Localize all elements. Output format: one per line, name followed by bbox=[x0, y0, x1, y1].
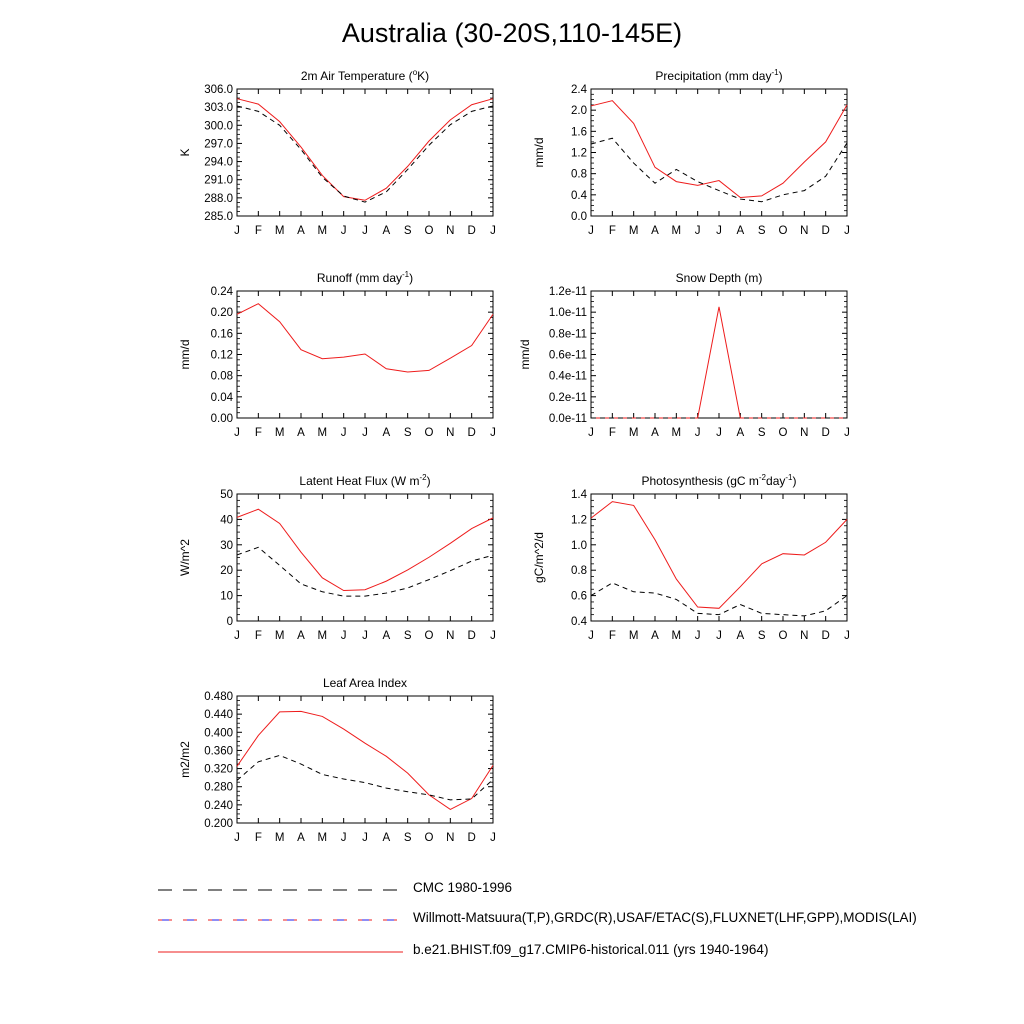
x-tick-label: J bbox=[716, 427, 722, 439]
series-line-model bbox=[237, 711, 493, 809]
y-tick-label: 0.8e-11 bbox=[548, 328, 587, 341]
y-tick-label: 0.0e-11 bbox=[548, 413, 587, 425]
x-tick-label: J bbox=[588, 630, 594, 642]
x-tick-label: O bbox=[424, 427, 434, 439]
x-tick-label: J bbox=[234, 630, 240, 642]
x-tick-label: M bbox=[317, 427, 328, 439]
x-tick-label: J bbox=[490, 630, 496, 642]
x-tick-label: S bbox=[403, 630, 412, 642]
y-tick-label: 1.0e-11 bbox=[548, 307, 587, 320]
series-line-model bbox=[237, 99, 493, 201]
plot-frame bbox=[237, 89, 493, 216]
y-tick-label: 2.0 bbox=[571, 105, 587, 118]
y-tick-label: 0.400 bbox=[204, 727, 233, 740]
x-tick-label: O bbox=[424, 225, 434, 237]
x-tick-label: J bbox=[694, 225, 701, 237]
x-tick-label: N bbox=[446, 832, 455, 844]
x-tick-label: J bbox=[362, 427, 368, 439]
x-tick-label: M bbox=[274, 427, 285, 439]
y-tick-label: 0.04 bbox=[210, 391, 233, 404]
y-tick-label: 300.0 bbox=[204, 120, 233, 133]
legend-entry-cmc bbox=[0, 880, 1024, 900]
x-tick-label: J bbox=[844, 225, 850, 237]
y-tick-label: 291.0 bbox=[204, 174, 233, 187]
x-tick-label: J bbox=[340, 427, 347, 439]
x-tick-label: J bbox=[362, 225, 368, 237]
panel-leaf-area-index bbox=[178, 676, 496, 844]
x-tick-label: S bbox=[757, 630, 766, 642]
x-tick-label: J bbox=[362, 630, 368, 642]
x-tick-label: A bbox=[651, 427, 659, 439]
y-tick-label: 0.24 bbox=[210, 286, 233, 298]
plot-frame bbox=[591, 494, 847, 621]
x-tick-label: F bbox=[254, 832, 262, 844]
x-tick-label: O bbox=[778, 427, 788, 439]
y-tick-label: 1.6 bbox=[571, 126, 587, 139]
x-tick-label: J bbox=[694, 427, 701, 439]
x-tick-label: A bbox=[297, 832, 305, 844]
x-tick-label: J bbox=[234, 225, 240, 237]
y-tick-label: 0.480 bbox=[204, 691, 233, 703]
legend-entry-model bbox=[0, 942, 1024, 962]
legend-label: CMC 1980-1996 bbox=[413, 880, 513, 895]
y-tick-label: 0.4e-11 bbox=[548, 370, 587, 383]
y-tick-label: 0.200 bbox=[204, 818, 233, 830]
x-tick-label: D bbox=[467, 427, 476, 439]
panel-title: Leaf Area Index bbox=[322, 676, 408, 690]
y-tick-label: 0.08 bbox=[210, 370, 233, 383]
x-tick-label: S bbox=[757, 225, 766, 237]
panel-latent-heat-flux bbox=[178, 473, 496, 642]
x-tick-label: F bbox=[254, 225, 262, 237]
y-tick-label: 2.4 bbox=[571, 84, 587, 96]
x-tick-label: M bbox=[274, 225, 285, 237]
x-tick-label: F bbox=[254, 427, 262, 439]
x-tick-label: A bbox=[736, 427, 745, 439]
x-tick-label: N bbox=[800, 225, 809, 237]
x-tick-label: N bbox=[800, 427, 809, 439]
y-tick-label: 303.0 bbox=[204, 102, 233, 115]
x-tick-label: O bbox=[778, 225, 788, 237]
series-line-model bbox=[591, 307, 847, 418]
series-line-model bbox=[591, 101, 847, 198]
x-tick-label: J bbox=[588, 427, 594, 439]
x-tick-label: D bbox=[467, 832, 476, 844]
x-tick-label: J bbox=[490, 225, 496, 237]
legend-line-dashed-multicolor bbox=[158, 914, 403, 926]
legend-label: Willmott-Matsuura(T,P),GRDC(R),USAF/ETAC(S),FLUXNET(LHF,GPP),MODIS(LAI) bbox=[413, 910, 917, 925]
y-axis-label: mm/d bbox=[518, 339, 532, 370]
plot-frame bbox=[591, 89, 847, 216]
y-tick-label: 0.00 bbox=[210, 413, 233, 425]
y-axis-label: K bbox=[178, 148, 192, 157]
y-tick-label: 0.8 bbox=[571, 168, 587, 181]
x-tick-label: D bbox=[821, 630, 830, 642]
series-line-model bbox=[591, 502, 847, 609]
x-tick-label: D bbox=[467, 630, 476, 642]
x-tick-label: J bbox=[362, 832, 368, 844]
panel-title: Latent Heat Flux (W $m^{-2}$) bbox=[299, 473, 431, 488]
x-tick-label: M bbox=[628, 225, 639, 237]
y-tick-label: 0.320 bbox=[204, 763, 233, 776]
x-tick-label: J bbox=[340, 832, 347, 844]
x-tick-label: M bbox=[671, 630, 682, 642]
x-tick-label: S bbox=[403, 832, 412, 844]
x-tick-label: A bbox=[736, 225, 745, 237]
x-tick-label: D bbox=[467, 225, 476, 237]
x-tick-label: N bbox=[446, 225, 455, 237]
x-tick-label: A bbox=[382, 832, 391, 844]
y-tick-label: 0 bbox=[226, 616, 233, 628]
x-tick-label: D bbox=[821, 427, 830, 439]
legend-line-dashed-black bbox=[158, 884, 403, 896]
panel-title: Snow Depth (m) bbox=[675, 271, 763, 285]
legend-label: b.e21.BHIST.f09_g17.CMIP6-historical.011 (yrs 1940-1964) bbox=[413, 942, 769, 957]
x-tick-label: J bbox=[844, 630, 850, 642]
series-line-observed bbox=[237, 755, 493, 799]
x-tick-label: A bbox=[297, 225, 305, 237]
x-tick-label: J bbox=[588, 225, 594, 237]
y-axis-label: mm/d bbox=[532, 137, 546, 168]
x-tick-label: J bbox=[340, 630, 347, 642]
y-tick-label: 1.2e-11 bbox=[548, 286, 587, 298]
panel-title: 2m Air Temperature ($^o$K) bbox=[300, 68, 430, 83]
x-tick-label: M bbox=[628, 630, 639, 642]
panel-snow-depth bbox=[518, 271, 850, 439]
x-tick-label: O bbox=[424, 630, 434, 642]
x-tick-label: A bbox=[651, 630, 659, 642]
y-tick-label: 294.0 bbox=[204, 156, 233, 169]
y-tick-label: 0.2e-11 bbox=[548, 391, 587, 404]
x-tick-label: S bbox=[403, 427, 412, 439]
y-tick-label: 0.6e-11 bbox=[548, 349, 587, 362]
series-line-observed bbox=[591, 138, 847, 202]
y-tick-label: 0.4 bbox=[571, 189, 587, 202]
y-tick-label: 0.0 bbox=[571, 211, 587, 223]
x-tick-label: J bbox=[234, 832, 240, 844]
y-tick-label: 30 bbox=[220, 539, 233, 552]
y-tick-label: 0.240 bbox=[204, 799, 233, 812]
x-tick-label: J bbox=[234, 427, 240, 439]
y-tick-label: 1.2 bbox=[571, 514, 587, 527]
y-tick-label: 50 bbox=[220, 489, 233, 501]
x-tick-label: M bbox=[317, 225, 328, 237]
y-tick-label: 288.0 bbox=[204, 192, 233, 205]
x-tick-label: M bbox=[317, 832, 328, 844]
y-tick-label: 0.16 bbox=[210, 328, 233, 341]
y-tick-label: 40 bbox=[220, 514, 233, 527]
x-tick-label: A bbox=[382, 225, 391, 237]
y-tick-label: 306.0 bbox=[204, 84, 233, 96]
figure-title: Australia (30-20S,110-145E) bbox=[341, 18, 683, 48]
y-tick-label: 1.4 bbox=[571, 489, 587, 501]
x-tick-label: S bbox=[403, 225, 412, 237]
x-tick-label: N bbox=[446, 630, 455, 642]
x-tick-label: A bbox=[382, 630, 391, 642]
series-line-model bbox=[237, 509, 493, 590]
plot-frame bbox=[237, 696, 493, 823]
x-tick-label: F bbox=[608, 427, 616, 439]
y-tick-label: 10 bbox=[220, 590, 233, 603]
x-tick-label: A bbox=[382, 427, 391, 439]
x-tick-label: J bbox=[716, 630, 722, 642]
series-line-observed bbox=[237, 106, 493, 202]
x-tick-label: A bbox=[736, 630, 745, 642]
y-tick-label: 0.8 bbox=[571, 565, 587, 578]
y-tick-label: 1.2 bbox=[571, 147, 587, 160]
panel-title: Photosynthesis (gC $m^{-2}day^{-1}$) bbox=[641, 473, 797, 488]
y-tick-label: 0.280 bbox=[204, 781, 233, 794]
x-tick-label: N bbox=[800, 630, 809, 642]
x-tick-label: O bbox=[778, 630, 788, 642]
y-tick-label: 285.0 bbox=[204, 211, 233, 223]
legend-line-solid-red bbox=[158, 946, 403, 958]
series-line-model bbox=[237, 304, 493, 372]
x-tick-label: O bbox=[424, 832, 434, 844]
x-tick-label: M bbox=[628, 427, 639, 439]
x-tick-label: F bbox=[608, 225, 616, 237]
x-tick-label: A bbox=[651, 225, 659, 237]
plot-frame bbox=[591, 291, 847, 418]
x-tick-label: A bbox=[297, 427, 305, 439]
y-tick-label: 0.12 bbox=[210, 349, 233, 362]
x-tick-label: J bbox=[490, 427, 496, 439]
y-tick-label: 1.0 bbox=[571, 539, 587, 552]
x-tick-label: M bbox=[274, 630, 285, 642]
x-tick-label: M bbox=[671, 225, 682, 237]
panel-runoff bbox=[178, 270, 496, 439]
y-tick-label: 297.0 bbox=[204, 138, 233, 151]
x-tick-label: N bbox=[446, 427, 455, 439]
panel-title: Runoff (mm day$^{-1}$) bbox=[316, 270, 414, 285]
panel-precipitation bbox=[532, 68, 850, 237]
x-tick-label: J bbox=[844, 427, 850, 439]
y-tick-label: 0.4 bbox=[571, 616, 587, 628]
panel-photosynthesis bbox=[532, 473, 850, 642]
x-tick-label: D bbox=[821, 225, 830, 237]
x-tick-label: J bbox=[340, 225, 347, 237]
legend-entry-observations bbox=[0, 910, 1024, 930]
x-tick-label: M bbox=[317, 630, 328, 642]
panel-air-temperature bbox=[178, 68, 496, 237]
panel-title: Precipitation (mm day$^{-1}$) bbox=[655, 68, 783, 83]
y-axis-label: mm/d bbox=[178, 339, 192, 370]
y-axis-label: W/m^2 bbox=[178, 539, 192, 576]
plot-frame bbox=[237, 494, 493, 621]
y-axis-label: m2/m2 bbox=[178, 741, 192, 778]
x-tick-label: M bbox=[274, 832, 285, 844]
series-line-observed bbox=[237, 547, 493, 596]
series-line-observed bbox=[591, 583, 847, 616]
x-tick-label: J bbox=[694, 630, 701, 642]
x-tick-label: S bbox=[757, 427, 766, 439]
y-axis-label: gC/m^2/d bbox=[532, 532, 546, 583]
y-tick-label: 0.20 bbox=[210, 307, 233, 320]
y-tick-label: 0.440 bbox=[204, 709, 233, 722]
y-tick-label: 0.6 bbox=[571, 590, 587, 603]
x-tick-label: M bbox=[671, 427, 682, 439]
x-tick-label: A bbox=[297, 630, 305, 642]
x-tick-label: J bbox=[716, 225, 722, 237]
x-tick-label: F bbox=[608, 630, 616, 642]
x-tick-label: J bbox=[490, 832, 496, 844]
x-tick-label: F bbox=[254, 630, 262, 642]
y-tick-label: 0.360 bbox=[204, 745, 233, 758]
y-tick-label: 20 bbox=[220, 565, 233, 578]
